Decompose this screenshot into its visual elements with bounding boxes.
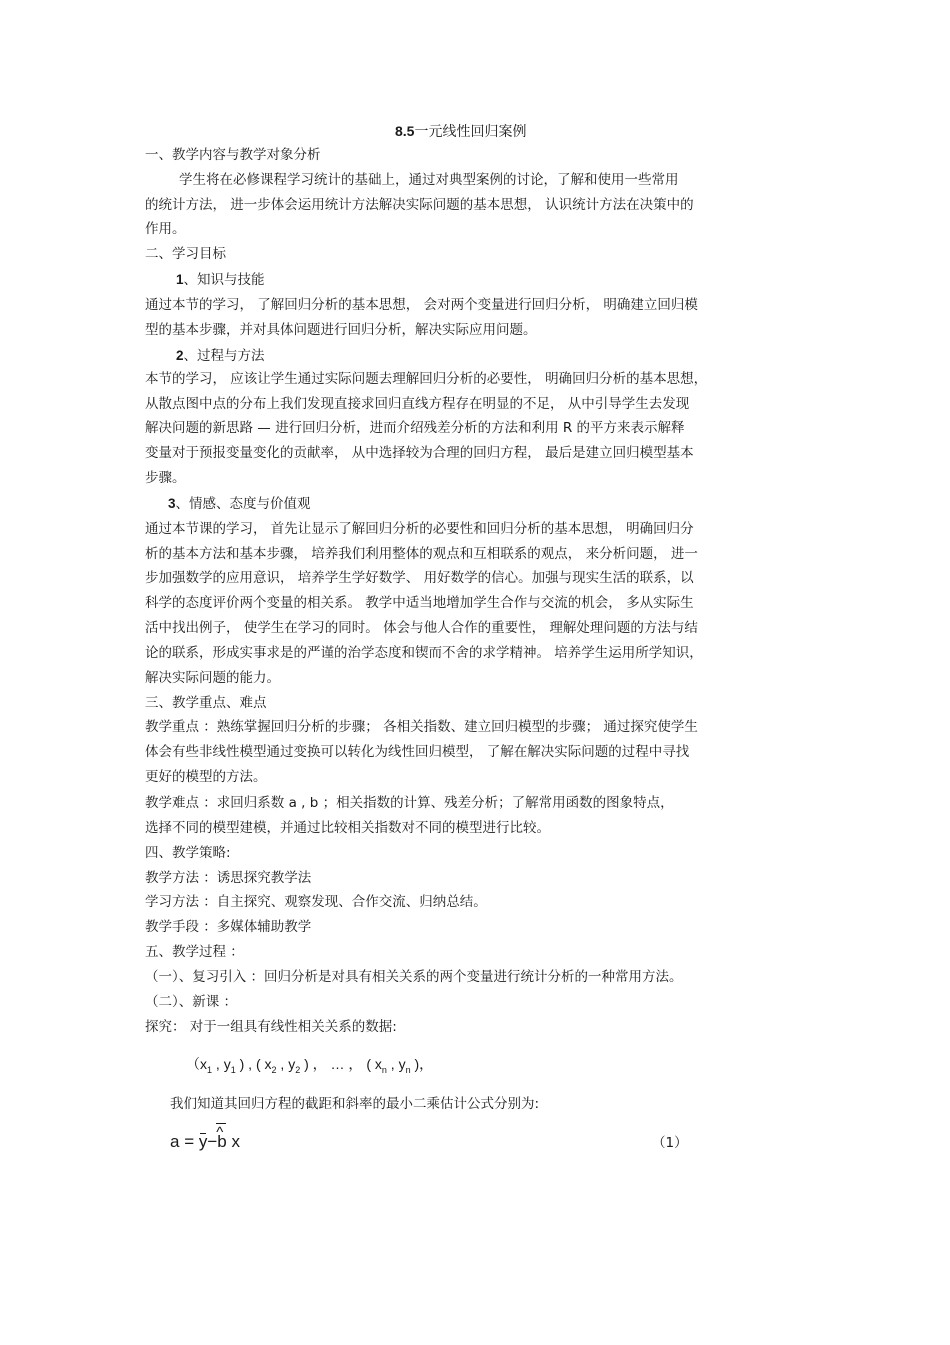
- section-heading-3: 三、教学重点、难点: [145, 695, 267, 711]
- equation-number: （1）: [652, 1135, 688, 1151]
- paragraph-line: 教学方法 ：诱思探究教学法: [145, 870, 312, 886]
- paragraph-line: 更好的模型的方法。: [145, 769, 267, 785]
- paragraph-line: 探究： 对于一组具有线性相关关系的数据:: [145, 1019, 397, 1035]
- paragraph-line: 教学难点 ：求回归系数 a , b ；相关指数的计算、残差分析；了解常用函数的图象特点，: [145, 795, 674, 811]
- paragraph-line: 步骤。: [145, 470, 186, 486]
- paragraph-line: 变量对于预报变量变化的贡献率， 从中选择较为合理的回归方程， 最后是建立回归模型基本: [145, 445, 694, 461]
- paragraph-line: 从散点图中点的分布上我们发现直接求回归直线方程存在明显的不足， 从中引导学生去发现: [145, 396, 690, 412]
- paragraph-line: 通过本节课的学习， 首先让显示了解回归分析的必要性和回归分析的基本思想， 明确回归分: [145, 521, 694, 537]
- subsection-heading: 2、过程与方法: [176, 348, 265, 364]
- paragraph-line: 作用。: [145, 221, 186, 237]
- subsection-heading: 1、知识与技能: [176, 272, 265, 288]
- paragraph-line: 本节的学习， 应该让学生通过实际问题去理解回归分析的必要性， 明确回归分析的基本思想，: [145, 371, 708, 387]
- paragraph-line: 我们知道其回归方程的截距和斜率的最小二乘估计公式分别为:: [170, 1096, 540, 1112]
- paragraph-line: 通过本节的学习， 了解回归分析的基本思想， 会对两个变量进行回归分析， 明确建立回归模: [145, 297, 698, 313]
- paragraph-line: 学习方法 ：自主探究、观察发现、合作交流、归纳总结。: [145, 894, 487, 910]
- document-title: 8.5一元线性回归案例: [395, 123, 527, 140]
- paragraph-line: 选择不同的模型建模，并通过比较相关指数对不同的模型进行比较。: [145, 820, 550, 836]
- section-heading-2: 二、学习目标: [145, 246, 226, 262]
- paragraph-line: 步加强数学的应用意识， 培养学生学好数学、 用好数学的信心。加强与现实生活的联系，以: [145, 570, 694, 586]
- paragraph-line: 析的基本方法和基本步骤， 培养我们利用整体的观点和互相联系的观点， 来分析问题， 进一: [145, 546, 698, 562]
- paragraph-line: 解决实际问题的能力。: [145, 670, 280, 686]
- data-points-expression: （$x_1$ , $y_1$ ) , ( $x_2$ , $y_2$ ) ， … ， ( $x_n$ , $y_n$ )，: [186, 1056, 434, 1075]
- paragraph-line: 教学重点 ：熟练掌握回归分析的步骤； 各相关指数、建立回归模型的步骤； 通过探究使学生: [145, 719, 698, 735]
- section-heading-4: 四、教学策略:: [145, 845, 231, 861]
- section-heading-1: 一、教学内容与教学对象分析: [145, 147, 321, 163]
- paragraph-line: （一）、复习引入 ：回归分析是对具有相关关系的两个变量进行统计分析的一种常用方法。: [145, 969, 683, 985]
- formula-intercept: a = y−^ b x: [170, 1132, 240, 1152]
- paragraph-line: 教学手段 ：多媒体辅助教学: [145, 919, 312, 935]
- paragraph-line: 解决问题的新思路 — 进行回归分析，进而介绍残差分析的方法和利用 R 的平方来表示解释: [145, 420, 685, 436]
- subsection-heading: 3、情感、态度与价值观: [168, 496, 311, 512]
- y-bar-symbol: y: [198, 1132, 208, 1151]
- paragraph-line: 活中找出例子， 使学生在学习的同时。 体会与他人合作的重要性， 理解处理问题的方法与结: [145, 620, 698, 636]
- paragraph-line: （二）、新课 ：: [145, 994, 238, 1010]
- paragraph-line: 体会有些非线性模型通过变换可以转化为线性回归模型， 了解在解决实际问题的过程中寻找: [145, 744, 690, 760]
- paragraph-line: 型的基本步骤，并对具体问题进行回归分析，解决实际应用问题。: [145, 322, 537, 338]
- paragraph-line: 论的联系，形成实事求是的严谨的治学态度和锲而不舍的求学精神。 培养学生运用所学知识，: [145, 645, 703, 661]
- section-heading-5: 五、教学过程 ：: [145, 944, 244, 960]
- b-hat-symbol: ^ b: [217, 1132, 226, 1152]
- paragraph-line: 的统计方法， 进一步体会运用统计方法解决实际问题的基本思想， 认识统计方法在决策中的: [145, 197, 694, 213]
- paragraph-line: 科学的态度评价两个变量的相关系。 教学中适当地增加学生合作与交流的机会， 多从实际生: [145, 595, 694, 611]
- paragraph-line: 学生将在必修课程学习统计的基础上，通过对典型案例的讨论，了解和使用一些常用: [179, 172, 679, 188]
